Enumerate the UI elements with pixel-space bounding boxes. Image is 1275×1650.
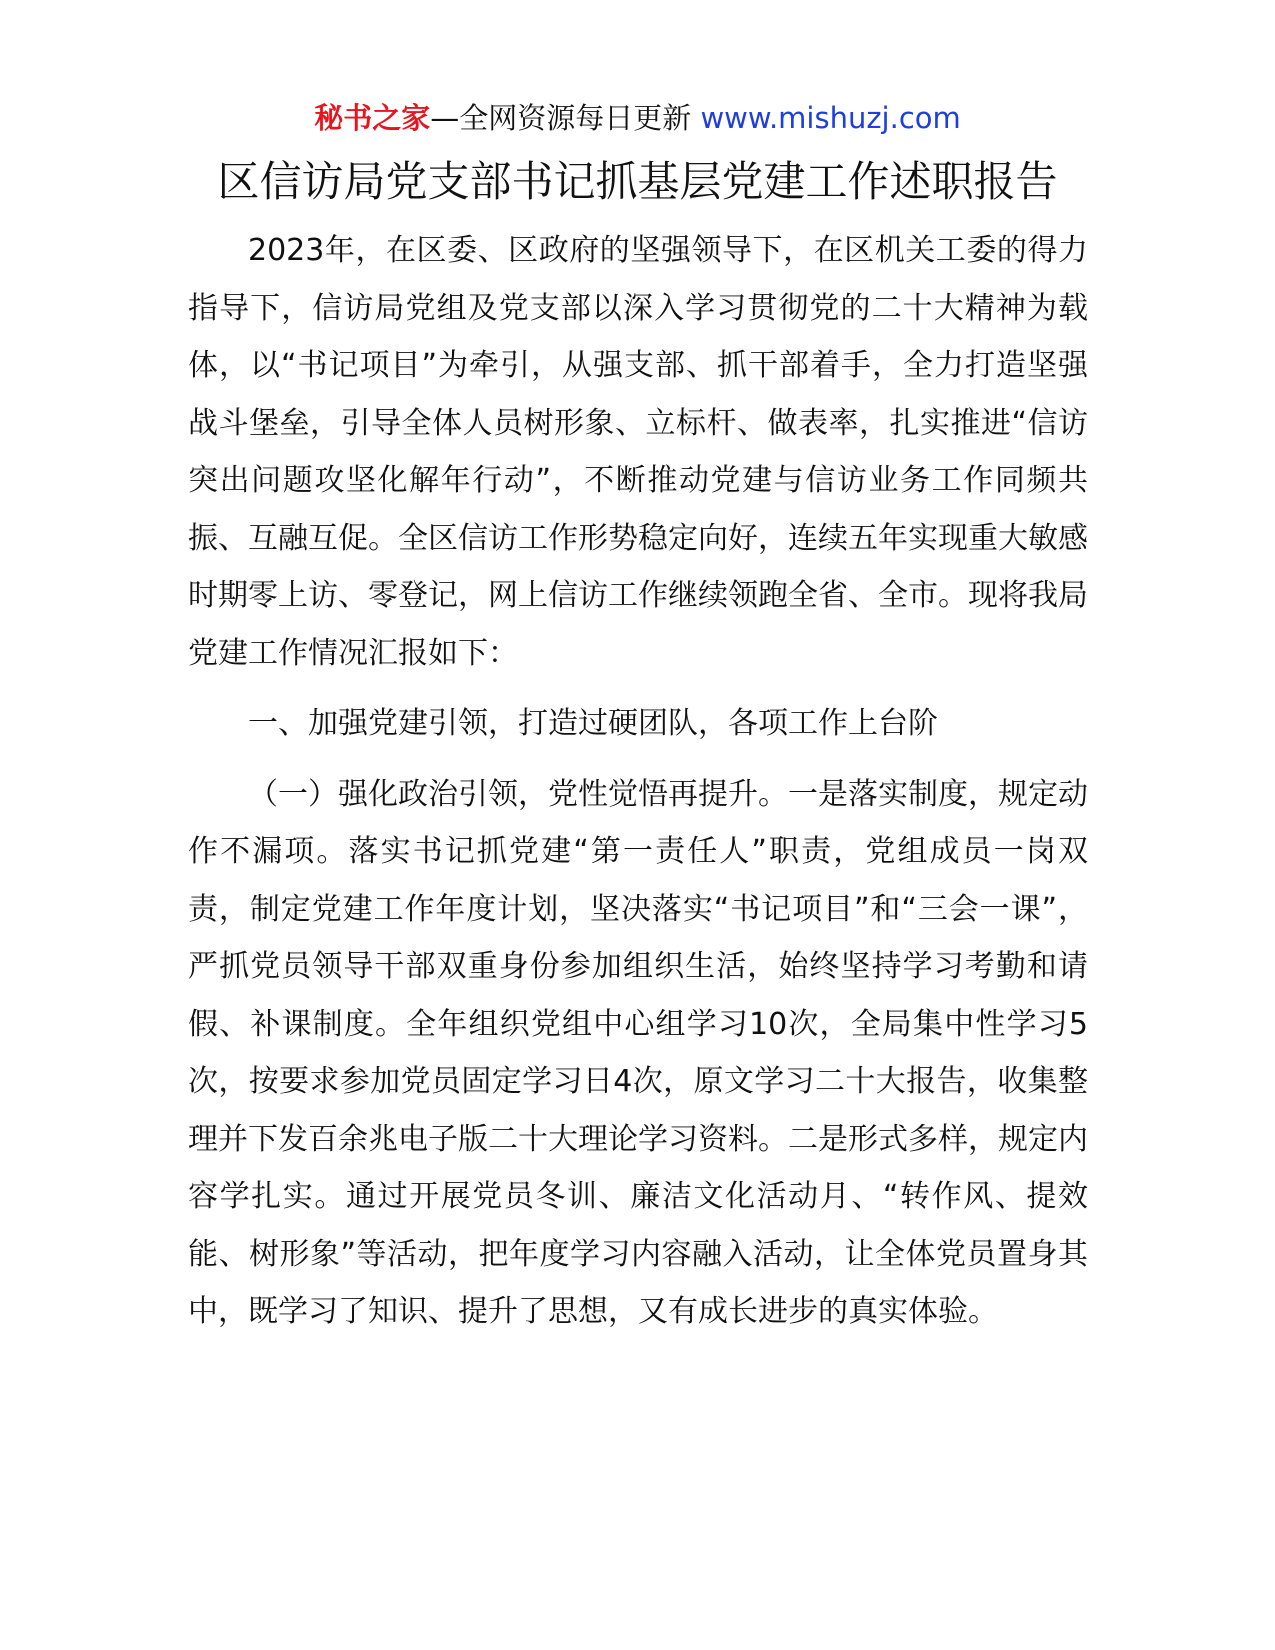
site-tagline: —全网资源每日更新 <box>430 101 692 135</box>
document-title: 区信访局党支部书记抓基层党建工作述职报告 <box>217 157 1058 206</box>
section-heading: 一、加强党建引领，打造过硬团队，各项工作上台阶 <box>248 706 938 741</box>
subsection-paragraph: （一）强化政治引领，党性觉悟再提升。一是落实制度，规定动作不漏项。落实书记抓党建“第一责任人”职责，党组成员一岗双责，制定党建工作年度计划，坚决落实“书记项目”和“三会一课”，严抓党员领导干部双重身份参加组织生活，始终坚持学习考勤和请假、补课制度。全年组织党组中心组学习10次，全局集中性学习5次，按要求参加党员固定学习日4次，原文学习二十大报告，收集整理并下发百余兆电子版二十大理论学习资料。二是形式多样，规定内容学扎实。通过开展党员冬训、廉洁文化活动月、“转作风、提效能、树形象”等活动，把年度学习内容融入活动，让全体党员置身其中，既学习了知识、提升了思想，又有成长进步的真实体验。 <box>188 776 1088 1329</box>
site-url-link[interactable]: www.mishuzj.com <box>700 101 961 135</box>
intro-paragraph: 2023年，在区委、区政府的坚强领导下，在区机关工委的得力指导下，信访局党组及党支部以深入学习贯彻党的二十大精神为载体，以“书记项目”为牵引，从强支部、抓干部着手，全力打造坚强战斗堡垒，引导全体人员树形象、立标杆、做表率，扎实推进“信访突出问题攻坚化解年行动”，不断推动党建与信访业务工作同频共振、互融互促。全区信访工作形势稳定向好，连续五年实现重大敏感时期零上访、零登记，网上信访工作继续领跑全省、全市。现将我局党建工作情况汇报如下： <box>188 233 1088 671</box>
site-header <box>0 98 1275 138</box>
document-body <box>188 222 1088 1341</box>
site-brand: 秘书之家 <box>314 101 431 135</box>
